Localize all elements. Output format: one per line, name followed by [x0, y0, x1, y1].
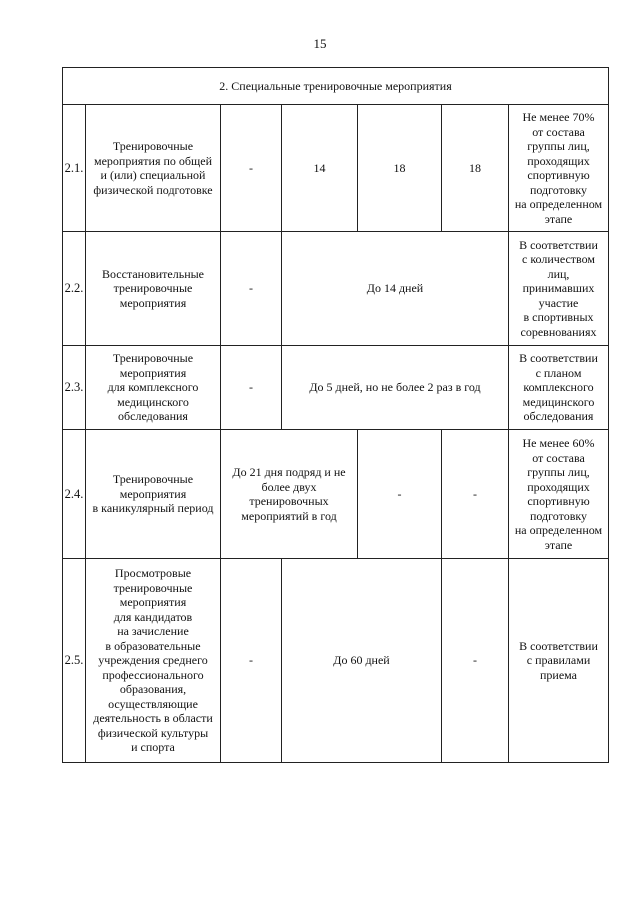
table-row — [63, 232, 609, 346]
participants-note: В соответствии с правилами приема — [509, 559, 609, 763]
duration-cell: - — [221, 346, 282, 430]
row-number: 2.5. — [63, 559, 86, 763]
duration-cell: 18 — [358, 105, 442, 232]
row-number: 2.2. — [63, 232, 86, 346]
event-name: Просмотровые тренировочные мероприятия для кандидатов на зачисление в образовательные учреждения среднего профессионального образования, осуществляющие деятельность в области физической культуры и спорта — [86, 559, 221, 763]
table-row — [63, 346, 609, 430]
duration-cell: - — [221, 105, 282, 232]
participants-note: Не менее 70% от состава группы лиц, проходящих спортивную подготовку на определенном этапе — [509, 105, 609, 232]
duration-cell: 14 — [282, 105, 358, 232]
duration-cell: - — [442, 430, 509, 559]
duration-cell: 18 — [442, 105, 509, 232]
duration-cell: - — [221, 559, 282, 763]
section-title: 2. Специальные тренировочные мероприятия — [63, 68, 609, 105]
page-number: 15 — [313, 36, 327, 51]
event-name: Тренировочные мероприятия по общей и (или) специальной физической подготовке — [86, 105, 221, 232]
duration-cell: - — [442, 559, 509, 763]
duration-merged-cell: До 60 дней — [282, 559, 442, 763]
training-events-table — [62, 67, 609, 763]
duration-merged-cell: До 21 дня подряд и не более двух тренировочных мероприятий в год — [221, 430, 358, 559]
duration-merged-cell: До 14 дней — [282, 232, 509, 346]
event-name: Тренировочные мероприятия в каникулярный период — [86, 430, 221, 559]
event-name: Тренировочные мероприятия для комплексного медицинского обследования — [86, 346, 221, 430]
row-number: 2.1. — [63, 105, 86, 232]
duration-merged-cell: До 5 дней, но не более 2 раз в год — [282, 346, 509, 430]
participants-note: В соответствии с количеством лиц, принимавших участие в спортивных соревнованиях — [509, 232, 609, 346]
row-number: 2.4. — [63, 430, 86, 559]
row-number: 2.3. — [63, 346, 86, 430]
table-row — [63, 559, 609, 763]
duration-cell: - — [358, 430, 442, 559]
duration-cell: - — [221, 232, 282, 346]
section-header-row — [63, 68, 609, 105]
participants-note: Не менее 60% от состава группы лиц, проходящих спортивную подготовку на определенном этапе — [509, 430, 609, 559]
event-name: Восстановительные тренировочные мероприятия — [86, 232, 221, 346]
participants-note: В соответствии с планом комплексного медицинского обследования — [509, 346, 609, 430]
table-row — [63, 430, 609, 559]
table-row — [63, 105, 609, 232]
